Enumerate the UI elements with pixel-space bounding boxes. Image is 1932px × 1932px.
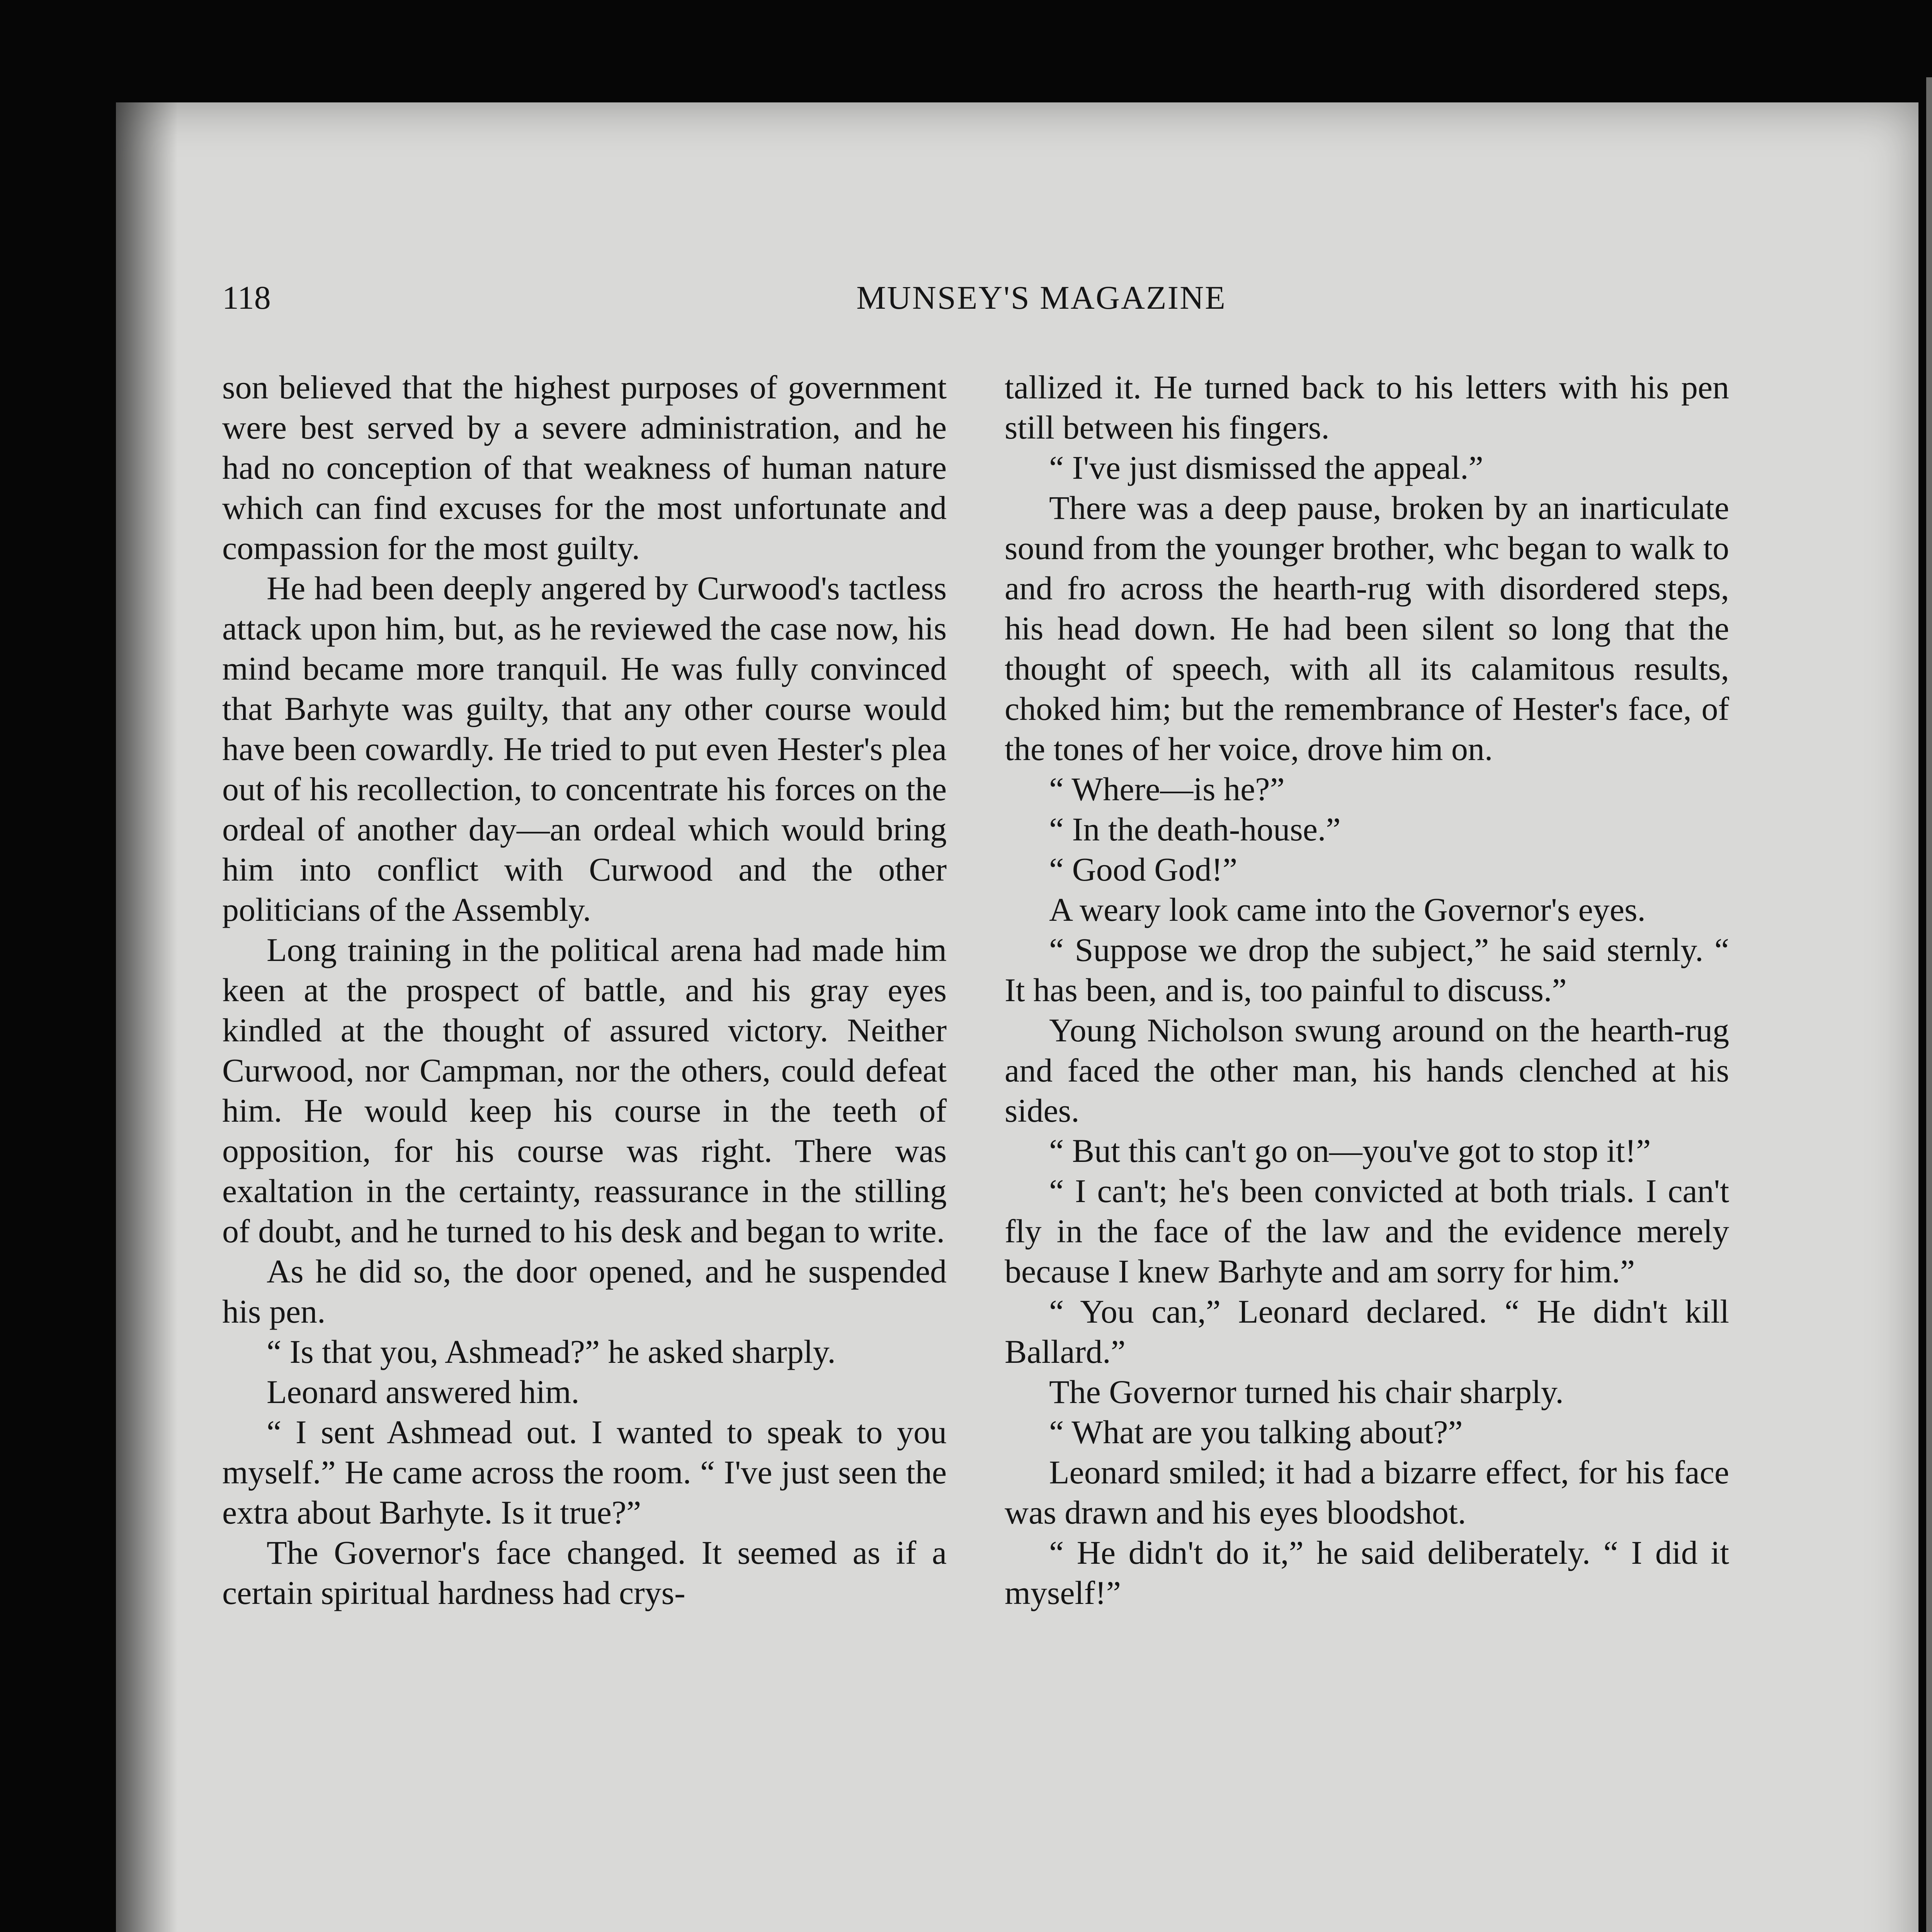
story-column-left — [222, 367, 947, 1613]
story-paragraph: The Governor turned his chair sharply. — [1049, 1373, 1564, 1410]
story-paragraph: “ In the death-house.” — [1049, 811, 1341, 848]
story-paragraph: He had been deeply angered by Curwood's tactless attack upon him, but, as he reviewed the case now, his mind became more tranquil. He was fully convinced that Barhyte was guilty, that any other course would have been cowardly. He tried to put even Hester's plea out of his recollection, to concentrate his forces on the ordeal of another day—an ordeal which would bring him into conflict with Curwood and the other politicians of the Assembly. — [222, 570, 947, 928]
story-paragraph: “ What are you talking about?” — [1049, 1413, 1463, 1451]
story-paragraph: Young Nicholson swung around on the hearth-rug and faced the other man, his hands clenched at his sides. — [1005, 1012, 1729, 1129]
story-paragraph: Long training in the political arena had made him keen at the prospect of battle, and his gray eyes kindled at the thought of assured victory. Neither Curwood, nor Campman, nor the others, could defeat him. He would keep his course in the teeth of opposition, for his course was right. There was exaltation in the certainty, reassurance in the stilling of doubt, and he turned to his desk and began to write. — [222, 931, 947, 1250]
page-header — [222, 278, 1861, 328]
page-number: 118 — [222, 279, 271, 316]
story-paragraph: Leonard answered him. — [267, 1373, 580, 1410]
story-paragraph: “ He didn't do it,” he said deliberately. “ I did it myself!” — [1005, 1534, 1729, 1611]
story-paragraph: “ Good God!” — [1049, 851, 1238, 888]
story-paragraph: Leonard smiled; it had a bizarre effect, for his face was drawn and his eyes bloodshot. — [1005, 1454, 1729, 1531]
story-paragraph: “ Suppose we drop the subject,” he said sternly. “ It has been, and is, too painful to discuss.” — [1005, 931, 1729, 1009]
story-paragraph: There was a deep pause, broken by an inarticulate sound from the younger brother, whc began to walk to and fro across the hearth-rug with disordered steps, his head down. He had been silent so long that the thought of speech, with all its calamitous results, choked him; but the remembrance of Hester's face, of the tones of her voice, drove him on. — [1005, 489, 1729, 767]
story-paragraph: The Governor's face changed. It seemed as if a certain spiritual hardness had crys- — [222, 1534, 947, 1611]
story-column-right — [1005, 367, 1729, 1613]
story-paragraph: “ Is that you, Ashmead?” he asked sharply. — [267, 1333, 836, 1370]
story-paragraph: “ But this can't go on—you've got to stop it!” — [1049, 1132, 1651, 1169]
story-paragraph: “ You can,” Leonard declared. “ He didn't kill Ballard.” — [1005, 1293, 1729, 1370]
running-title: MUNSEY'S MAGAZINE — [856, 279, 1226, 316]
story-paragraph: A weary look came into the Governor's eyes. — [1049, 891, 1646, 928]
story-paragraph: “ Where—is he?” — [1049, 770, 1285, 808]
story-paragraph: “ I've just dismissed the appeal.” — [1049, 449, 1483, 486]
story-paragraph: As he did so, the door opened, and he suspended his pen. — [222, 1253, 947, 1330]
story-paragraph: tallized it. He turned back to his letters with his pen still between his fingers. — [1005, 369, 1729, 446]
story-paragraph: son believed that the highest purposes of government were best served by a severe administration, and he had no conception of that weakness of human nature which can find excuses for the most unfortunate and compassion for the most guilty. — [222, 369, 947, 566]
adjacent-page-edge — [1926, 77, 1932, 1932]
story-paragraph: “ I can't; he's been convicted at both trials. I can't fly in the face of the law and the evidence merely because I knew Barhyte and am sorry for him.” — [1005, 1172, 1729, 1290]
story-paragraph: “ I sent Ashmead out. I wanted to speak to you myself.” He came across the room. “ I've just seen the extra about Barhyte. Is it true?” — [222, 1413, 947, 1531]
scan-shadow — [116, 102, 178, 1932]
